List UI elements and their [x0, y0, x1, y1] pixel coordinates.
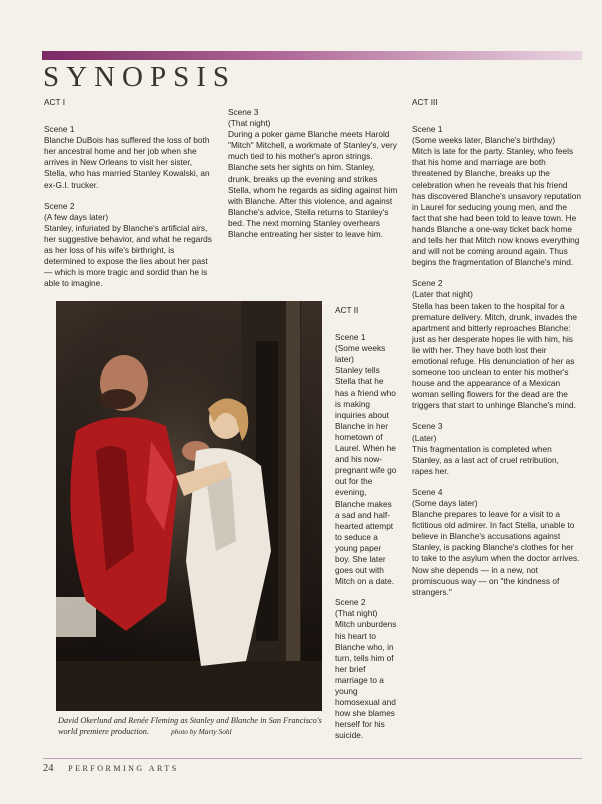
act1-scene3-column: [228, 107, 398, 250]
act1-scene3: [228, 107, 398, 240]
page-title: SYNOPSIS: [43, 61, 236, 93]
footer-rule: [43, 758, 582, 759]
header-rule: [42, 51, 582, 60]
scene-label: Scene 2: [335, 597, 366, 608]
caption-text: David Okerlund and Renée Fleming as Stanley and Blanche in San Francisco's world premiere production.: [58, 716, 322, 736]
photo-credit: photo by Marty Sohl: [171, 727, 232, 736]
page-number: 24: [43, 763, 54, 774]
scene-label: Scene 1: [44, 124, 75, 135]
act2-heading: ACT II: [335, 305, 359, 315]
photo-caption: [58, 715, 328, 737]
scene-subtitle: (Some weeks later, Blanche's birthday): [412, 135, 556, 146]
act2-scene2: [335, 597, 398, 741]
scene-text: Mitch is late for the party. Stanley, who feels that his home and marriage are both threatened by Blanche, breaks up the celebration when he reveals that his friend has discovered Blanche's unsavory reputation in Laurel for seducing young men, and the fact that she had been told to leave town. He hands Blanche a one-way ticket back home and tells her that Mitch now knows everything and will not be coming around again. Thus begins the fragmentation of Blanche's mind.: [412, 146, 582, 268]
act3-scene1: [412, 124, 582, 268]
scene-label: Scene 1: [335, 332, 366, 343]
scene-label: Scene 4: [412, 486, 443, 497]
scene-subtitle: (That night): [228, 118, 271, 129]
act3-scene3: [412, 421, 582, 476]
scene-label: Scene 3: [412, 421, 443, 432]
scene-subtitle: (That night): [335, 608, 378, 619]
scene-subtitle: (Some weeks later): [335, 343, 386, 365]
act3-scene4: [412, 487, 582, 598]
act2-scene1: [335, 332, 398, 587]
act3-column: [412, 97, 582, 608]
scene-text: Stanley tells Stella that he has a friend who is making inquiries about Blanche in her hometown of Laurel. When he and his now-pregnant wife go out for the evening, Blanche makes a sad and half-hearted attempt to seduce a young paper boy. She later goes out with Mitch on a date.: [335, 365, 397, 587]
scene-text: Stella has been taken to the hospital for a premature delivery. Mitch, drunk, invades the apartment and bitterly reproaches Blanche: just as her desperate hopes lie with him, his lie with her. They have both lost their emotional refuge. His denunciation of her as someone too unclean to enter his mother's house and the appearance of a Mexican woman selling flowers for the dead are the triggers that start to unhinge Blanche's mind.: [412, 300, 577, 411]
scene-text: Blanche DuBois has suffered the loss of both her ancestral home and her job when she arrives in New Orleans to visit her sister, Stella, who has married Stanley Kowalski, an ex-G.I. trucker.: [44, 135, 210, 190]
production-photo-illustration: [56, 301, 322, 711]
scene-text: This fragmentation is completed when Stanley, as a last act of cruel retribution, rapes her.: [412, 443, 559, 476]
act1-scene1: [44, 124, 216, 191]
scene-text: During a poker game Blanche meets Harold "Mitch" Mitchell, a workmate of Stanley's, very much tied to his mother's apron strings. Blanche sets her sights on him. Stanley, drunk, breaks up the evening and strikes Stella, whom he regards as siding against him with Blanche. After this violence, and against Blanche's advice, Stella returns to Stanley's bed. The next morning Stanley overhears Blanche entreating her sister to leave him.: [228, 129, 398, 240]
act3-scene2: [412, 278, 582, 411]
scene-label: Scene 2: [44, 200, 75, 211]
scene-text: Blanche prepares to leave for a visit to a fictitious old admirer. In fact Stella, unable to believe in Blanche's accusations against Stanley, is packing Blanche's clothes for her to take to the asylum when the doctor arrives. Now she depends — in a new, not promiscuous way — on "the kindness of strangers.": [412, 509, 580, 597]
scene-label: Scene 2: [412, 278, 443, 289]
act1-scene2: [44, 201, 216, 290]
act3-heading: ACT III: [412, 97, 438, 107]
page-footer: [43, 763, 179, 774]
production-photo: [56, 301, 322, 711]
scene-subtitle: (Some days later): [412, 498, 478, 508]
scene-text: Stanley, infuriated by Blanche's artificial airs, her suggestive behavior, and what he regards as her loss of his wife's birthright, is determined to expose the lies about her past — which is more tragic and sordid than he is able to imagine.: [44, 222, 212, 289]
act1-heading: ACT I: [44, 97, 66, 107]
scene-subtitle: (A few days later): [44, 211, 109, 222]
act1-column: [44, 97, 216, 299]
scene-subtitle: (Later that night): [412, 289, 473, 300]
scene-text: Mitch unburdens his heart to Blanche who, in turn, tells him of her brief marriage to a young homosexual and how she blames herself for his suicide.: [335, 619, 397, 741]
scene-label: Scene 3: [228, 107, 259, 117]
scene-label: Scene 1: [412, 124, 443, 135]
act2-column: [335, 305, 398, 751]
scene-subtitle: (Later): [412, 432, 437, 443]
publication-name: PERFORMING ARTS: [68, 764, 179, 773]
